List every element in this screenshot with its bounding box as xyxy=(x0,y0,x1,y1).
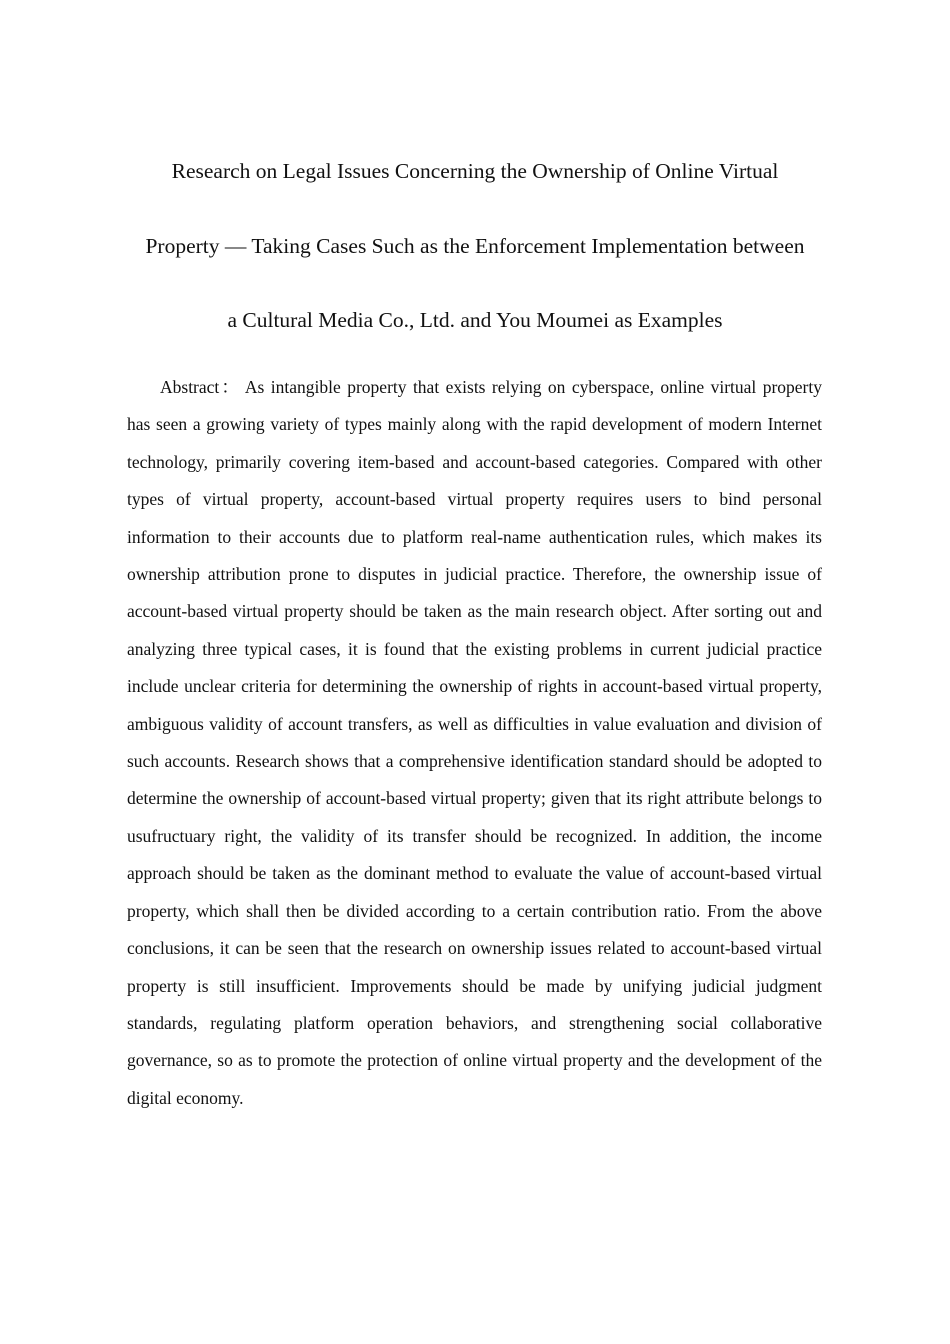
abstract-paragraph xyxy=(127,369,822,1117)
abstract-label: Abstract： xyxy=(160,377,241,397)
title-line-2: Property — Taking Cases Such as the Enforcement Implementation between xyxy=(145,233,805,258)
title-line-1: Research on Legal Issues Concerning the Ownership of Online Virtual xyxy=(171,159,779,183)
title-line-3: a Cultural Media Co., Ltd. and You Moumei as Examples xyxy=(227,308,723,332)
abstract-text: As intangible property that exists relying on cyberspace, online virtual property has seen a growing variety of types mainly along with the rapid development of modern Internet technology, primarily covering item-based and account-based categories. Compared with other types of virtual property, account-based virtual property requires users to bind personal information to their accounts due to platform real-name authentication rules, which makes its ownership attribution prone to disputes in judicial practice. Therefore, the ownership issue of account-based virtual property should be taken as the main research object. After sorting out and analyzing three typical cases, it is found that the existing problems in current judicial practice include unclear criteria for determining the ownership of rights in account-based virtual property, ambiguous validity of account transfers, as well as difficulties in value evaluation and division of such accounts. Research shows that a comprehensive identification standard should be adopted to determine the ownership of account-based virtual property; given that its right attribute belongs to usufructuary right, the validity of its transfer should be recognized. In addition, the income approach should be taken as the dominant method to evaluate the value of account-based virtual property, which shall then be divided according to a certain contribution ratio. From the above conclusions, it can be seen that the research on ownership issues related to account-based virtual property is still insufficient. Improvements should be made by unifying judicial judgment standards, regulating platform operation behaviors, and strengthening social collaborative governance, so as to promote the protection of online virtual property and the development of the digital economy. xyxy=(127,377,822,1108)
document-title xyxy=(125,134,825,358)
